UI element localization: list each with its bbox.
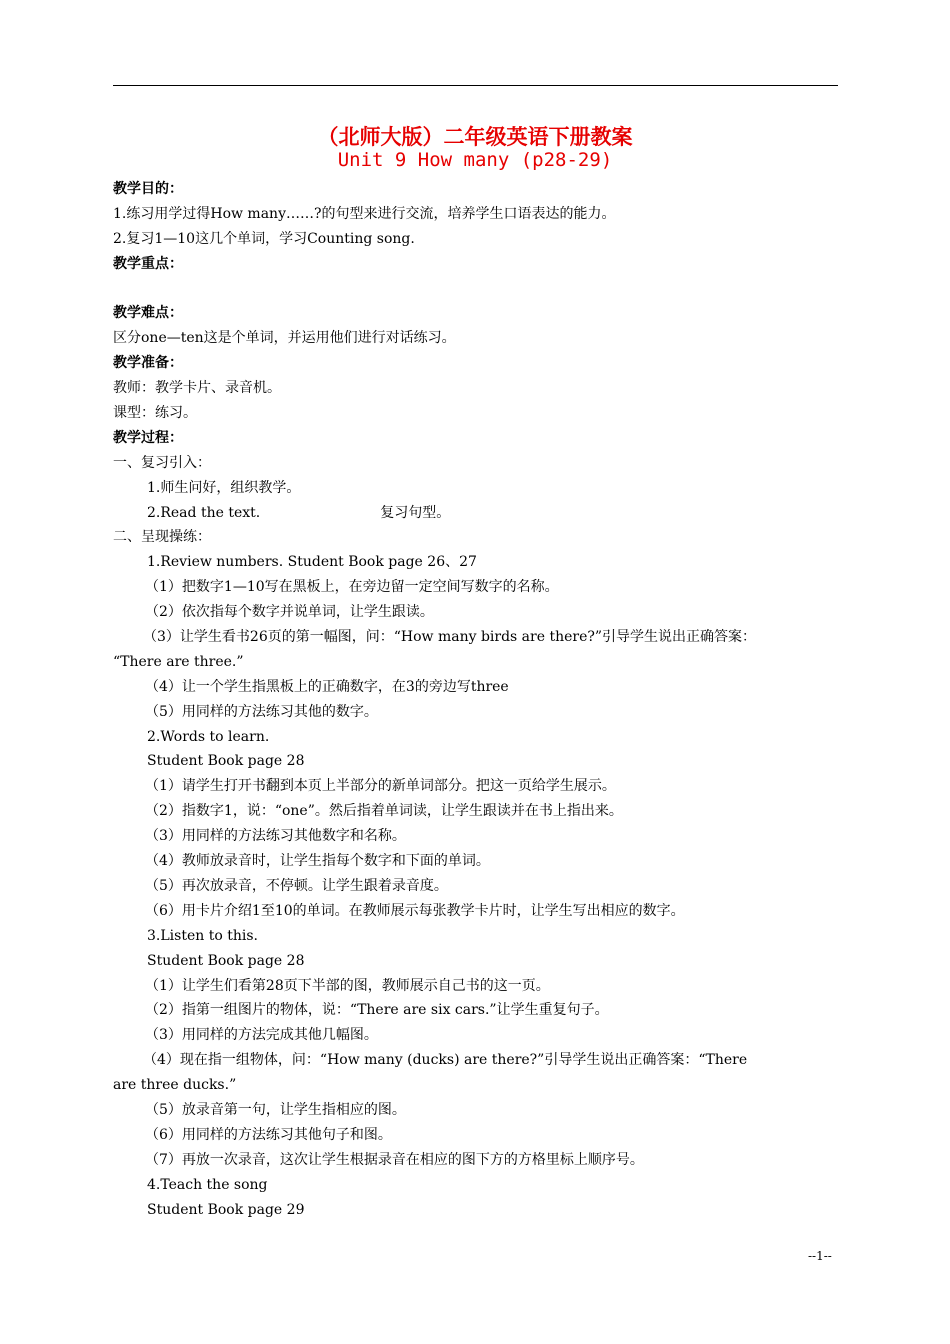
header-rule [113, 85, 838, 86]
text-line: 1.Review numbers. Student Book page 26、27 [147, 554, 477, 571]
text-line: （4）现在指一组物体，问：“How many (ducks) are there?”引导学生说出正确答案：“There [143, 1052, 748, 1069]
text-line: “There are three.” [113, 653, 244, 670]
text-line: 3.Listen to this. [147, 927, 258, 944]
text-line: Student Book page 28 [147, 753, 305, 770]
text-line: （6）用同样的方法练习其他句子和图。 [145, 1126, 392, 1143]
page-number: --1-- [808, 1249, 832, 1263]
text-line: 课型：练习。 [113, 405, 197, 422]
text-line: （4）让一个学生指黑板上的正确数字，在3的旁边写three [145, 678, 509, 695]
text-segment: 2.Read the text. [147, 504, 261, 521]
text-line: （1）请学生打开书翻到本页上半部分的新单词部分。把这一页给学生展示。 [145, 778, 616, 795]
section-heading: 教学难点： [113, 305, 183, 322]
text-line: （3）用同样的方法完成其他几幅图。 [145, 1027, 378, 1044]
text-line: 1.师生问好，组织教学。 [147, 479, 301, 496]
text-line: 二、呈现操练： [113, 529, 211, 546]
text-line: Student Book page 29 [147, 1201, 305, 1218]
text-line: （2）依次指每个数字并说单词，让学生跟读。 [145, 604, 434, 621]
text-line: 教师：教学卡片、录音机。 [113, 380, 281, 397]
text-line: （6）用卡片介绍1至10的单词。在教师展示每张教学卡片时，让学生写出相应的数字。 [145, 902, 685, 919]
text-line [113, 501, 853, 526]
section-heading: 教学过程： [113, 429, 183, 446]
section-heading: 教学准备： [113, 355, 183, 372]
text-line: （2）指数字1，说：“one”。然后指着单词读，让学生跟读并在书上指出来。 [145, 803, 623, 820]
text-line: Student Book page 28 [147, 952, 305, 969]
document-body [113, 177, 853, 1222]
document-subtitle: Unit 9 How many (p28-29) [337, 149, 613, 171]
text-line: 1.练习用学过得How many……?的句型来进行交流，培养学生口语表达的能力。 [113, 205, 616, 222]
text-line: （1）把数字1—10写在黑板上，在旁边留一定空间写数字的名称。 [145, 579, 559, 596]
section-heading: 教学重点： [113, 255, 183, 272]
text-line: （3）用同样的方法练习其他数字和名称。 [145, 828, 406, 845]
text-line: 区分one—ten这是个单词，并运用他们进行对话练习。 [113, 330, 456, 347]
text-line: （4）教师放录音时，让学生指每个数字和下面的单词。 [145, 853, 490, 870]
text-line: 4.Teach the song [147, 1176, 268, 1193]
text-line: 2.Words to learn. [147, 728, 270, 745]
text-line: 一、复习引入： [113, 454, 211, 471]
text-line: （5）再次放录音，不停顿。让学生跟着录音度。 [145, 877, 448, 894]
text-line: （2）指第一组图片的物体，说：“There are six cars.”让学生重复句子。 [145, 1002, 609, 1019]
section-heading: 教学目的： [113, 181, 183, 197]
text-line: （5）用同样的方法练习其他的数字。 [145, 703, 378, 720]
text-line: （7）再放一次录音，这次让学生根据录音在相应的图下方的方格里标上顺序号。 [145, 1151, 644, 1168]
blank-line [113, 277, 853, 302]
text-line: 2.复习1—10这几个单词，学习Counting song. [113, 230, 415, 247]
text-line: （1）让学生们看第28页下半部的图，教师展示自己书的这一页。 [145, 977, 550, 994]
text-line: （3）让学生看书26页的第一幅图，问：“How many birds are there?”引导学生说出正确答案： [143, 629, 757, 646]
text-segment: 复习句型。 [380, 504, 451, 521]
text-line: （5）放录音第一句，让学生指相应的图。 [145, 1101, 406, 1118]
text-line: are three ducks.” [113, 1077, 237, 1094]
document-title: （北师大版）二年级英语下册教案 [317, 124, 633, 149]
